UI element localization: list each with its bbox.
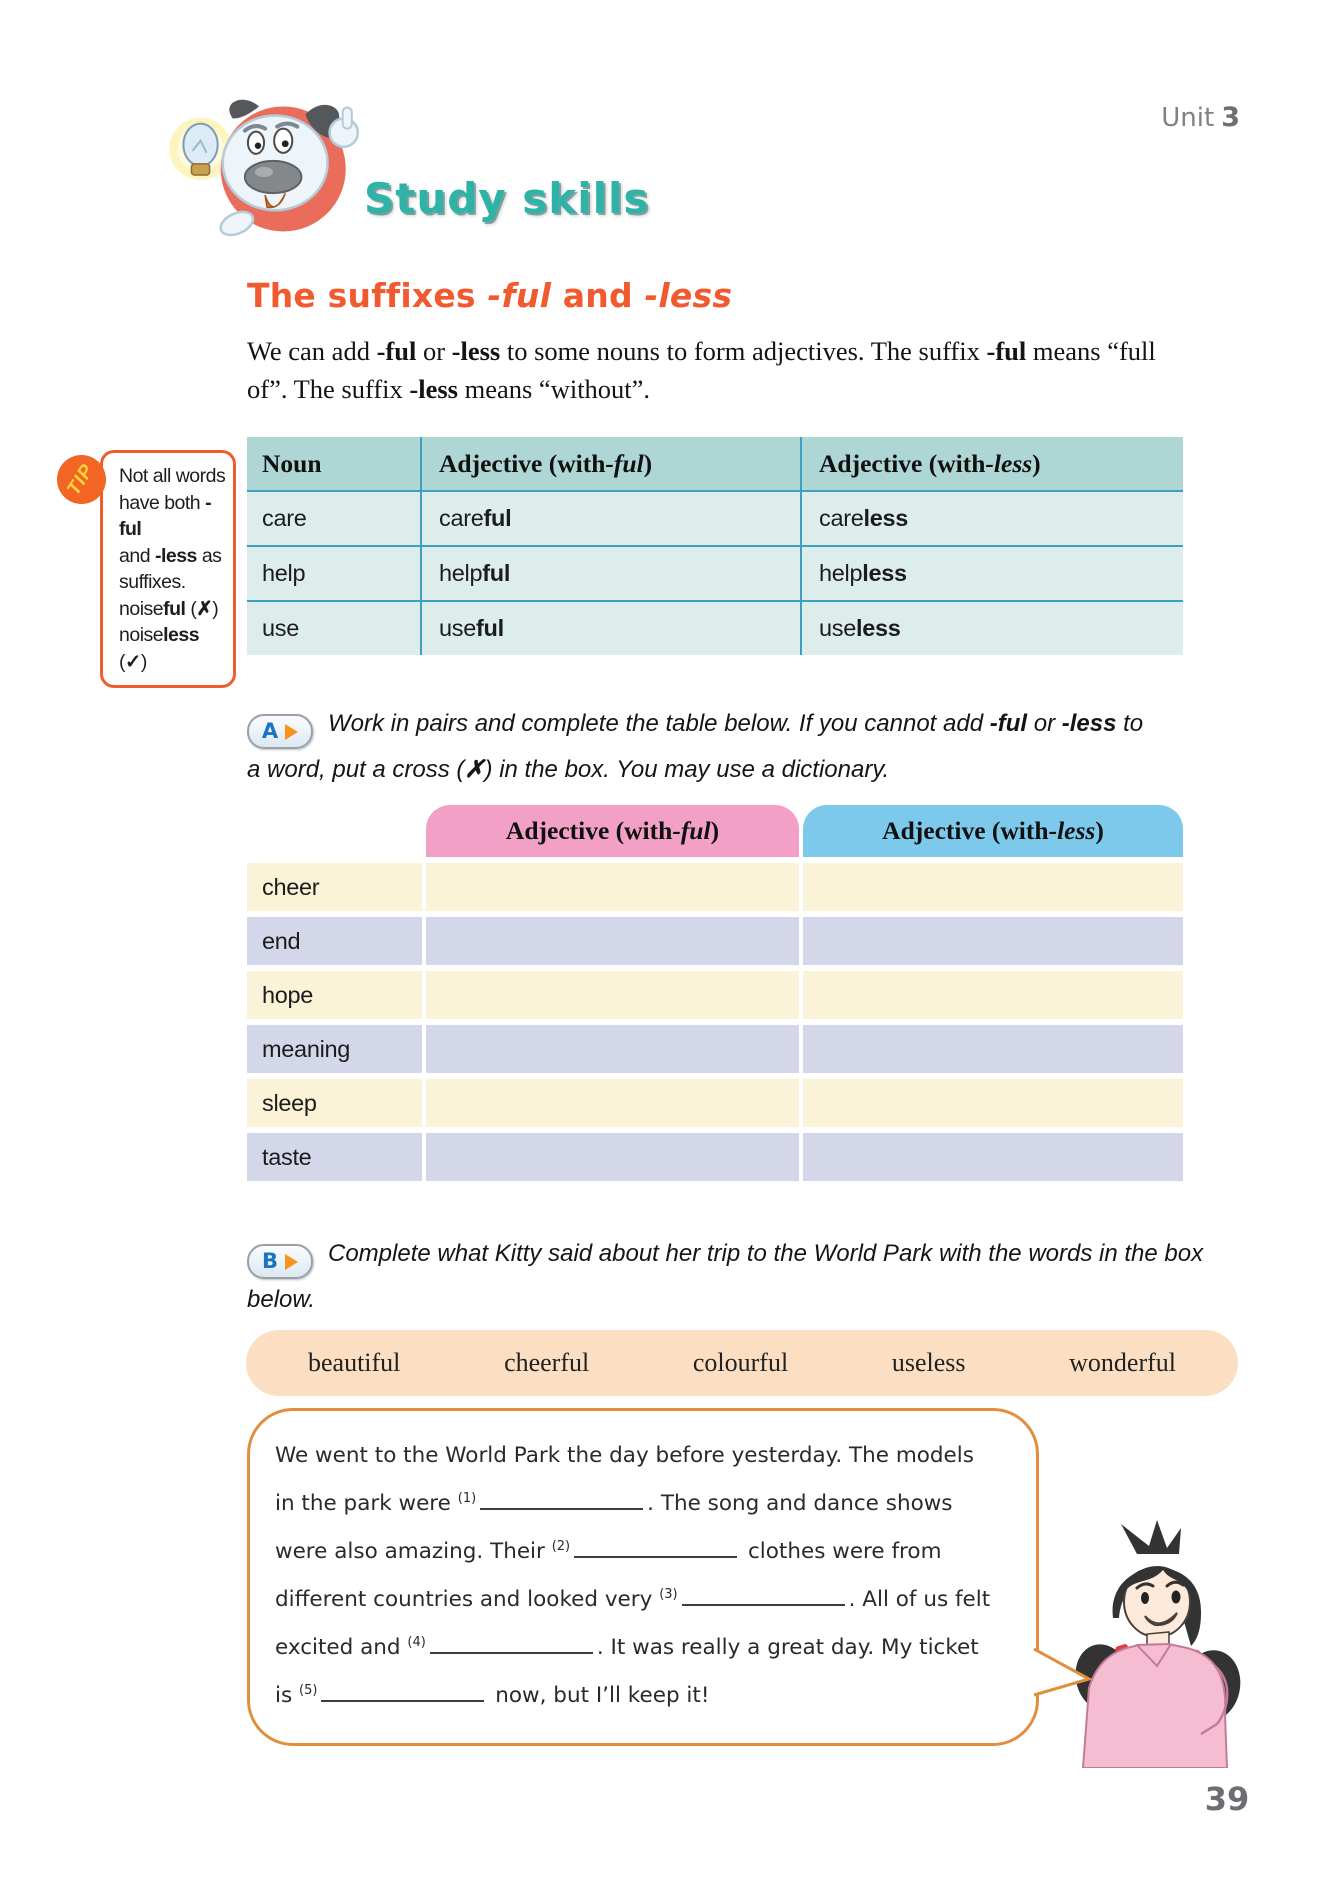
kitty-illustration <box>1075 1518 1245 1768</box>
answer-cell-ful <box>426 1133 799 1181</box>
answer-cell-ful <box>426 971 799 1019</box>
cell-adjective-less: use less <box>800 602 1183 655</box>
exercise-a-badge <box>247 714 313 749</box>
tip-badge <box>57 455 106 504</box>
tip-label: TIP <box>63 459 99 499</box>
table-row <box>247 490 1183 545</box>
table-row <box>247 1133 1183 1181</box>
cell-noun: end <box>247 917 422 965</box>
cell-noun: use <box>262 615 299 641</box>
table-row <box>247 545 1183 600</box>
cell-noun: cheer <box>247 863 422 911</box>
word-bank-item: beautiful <box>308 1348 401 1377</box>
exercise-a-instruction-text: Work in pairs and complete the table below. If you cannot add -ful or -less to a word, put a cross (✗) in the box. You may use a dictionary. <box>247 710 1144 783</box>
word-bank-item: cheerful <box>504 1348 590 1377</box>
badge-letter: B <box>261 1249 278 1273</box>
unit-label <box>990 102 1240 133</box>
badge-letter: A <box>261 719 279 743</box>
header-noun: Noun <box>262 448 322 478</box>
cell-adjective-less: help less <box>800 547 1183 600</box>
cell-noun: taste <box>247 1133 422 1181</box>
answer-cell-less <box>803 917 1183 965</box>
cell-adjective-ful: help ful <box>420 547 800 600</box>
unit-word: Unit <box>1161 103 1215 133</box>
exercise-b-instruction-text: Complete what Kitty said about her trip to the World Park with the words in the box below. <box>247 1240 1204 1313</box>
dog-lightbulb-illustration <box>136 84 378 264</box>
cell-adjective-ful: care ful <box>420 492 800 545</box>
answer-cell-less <box>803 863 1183 911</box>
speech-bubble-tail <box>1033 1645 1095 1705</box>
study-skills-dog-logo-icon <box>136 84 378 264</box>
exercise-a-instruction <box>247 703 1152 790</box>
header-adjective-ful: Adjective (with -ful ) <box>420 437 800 490</box>
word-bank-item: useless <box>891 1348 966 1377</box>
table-row <box>247 1025 1183 1073</box>
cell-noun: meaning <box>247 1025 422 1073</box>
cell-noun: sleep <box>247 1079 422 1127</box>
cell-adjective-ful: use ful <box>420 602 800 655</box>
exercise-b-badge <box>247 1244 313 1279</box>
grammar-table-header-row <box>247 437 1183 490</box>
table-row <box>247 863 1183 911</box>
speech-line: is $^{(5)}$ now, but I’ll keep it! <box>275 1682 710 1708</box>
answer-cell-ful <box>426 1025 799 1073</box>
practice-table <box>247 805 1183 1181</box>
grammar-table <box>247 437 1183 655</box>
cell-adjective-less: care less <box>800 492 1183 545</box>
practice-header-adjective-less: Adjective (with -less ) <box>803 805 1183 857</box>
speech-line: We went to the World Park the day before yesterday. The models <box>275 1443 974 1468</box>
word-bank-item: wonderful <box>1069 1348 1176 1377</box>
page-number: 39 <box>1204 1780 1250 1818</box>
exercise-b-instruction <box>247 1233 1215 1320</box>
answer-cell-ful <box>426 917 799 965</box>
answer-cell-less <box>803 971 1183 1019</box>
header-spacer <box>247 805 422 857</box>
table-row <box>247 1079 1183 1127</box>
girl-cartoon <box>1075 1518 1245 1768</box>
play-arrow-icon <box>285 1254 298 1270</box>
word-bank-item: colourful <box>692 1348 789 1377</box>
speech-line: were also amazing. Their $^{(2)}$ clothes were from <box>275 1538 942 1564</box>
logo-title: Study skills <box>364 174 650 223</box>
answer-cell-less <box>803 1079 1183 1127</box>
practice-table-header-row <box>247 805 1183 857</box>
unit-number: 3 <box>1221 102 1240 133</box>
table-row <box>247 600 1183 655</box>
cell-noun: help <box>262 560 306 586</box>
cell-noun: hope <box>247 971 422 1019</box>
answer-cell-ful <box>426 863 799 911</box>
speech-line: in the park were $^{(1)}$ . The song and dance shows <box>275 1490 953 1516</box>
section-heading: The suffixes -ful and -less <box>247 276 733 315</box>
speech-text <box>250 1411 1036 1720</box>
answer-cell-less <box>803 1133 1183 1181</box>
header-adjective-less: Adjective (with -less ) <box>800 437 1183 490</box>
speech-line: different countries and looked very $^{(3)}$ . All of us felt <box>275 1586 991 1612</box>
intro-paragraph: We can add -ful or -less to some nouns to form adjectives. The suffix -ful means “full of”. The suffix -less means “without”. <box>247 336 1156 404</box>
answer-cell-ful <box>426 1079 799 1127</box>
cell-noun: care <box>262 505 307 531</box>
kitty-speech-bubble <box>247 1408 1039 1746</box>
word-bank <box>246 1330 1238 1396</box>
answer-cell-less <box>803 1025 1183 1073</box>
table-row <box>247 917 1183 965</box>
play-arrow-icon <box>285 724 298 740</box>
table-row <box>247 971 1183 1019</box>
tip-box: Not all words have both -ful and -less as suffixes. noiseful (✗) noiseless (✓) <box>100 450 236 688</box>
speech-line: excited and $^{(4)}$ . It was really a great day. My ticket <box>275 1634 979 1660</box>
practice-header-adjective-ful: Adjective (with -ful ) <box>426 805 799 857</box>
